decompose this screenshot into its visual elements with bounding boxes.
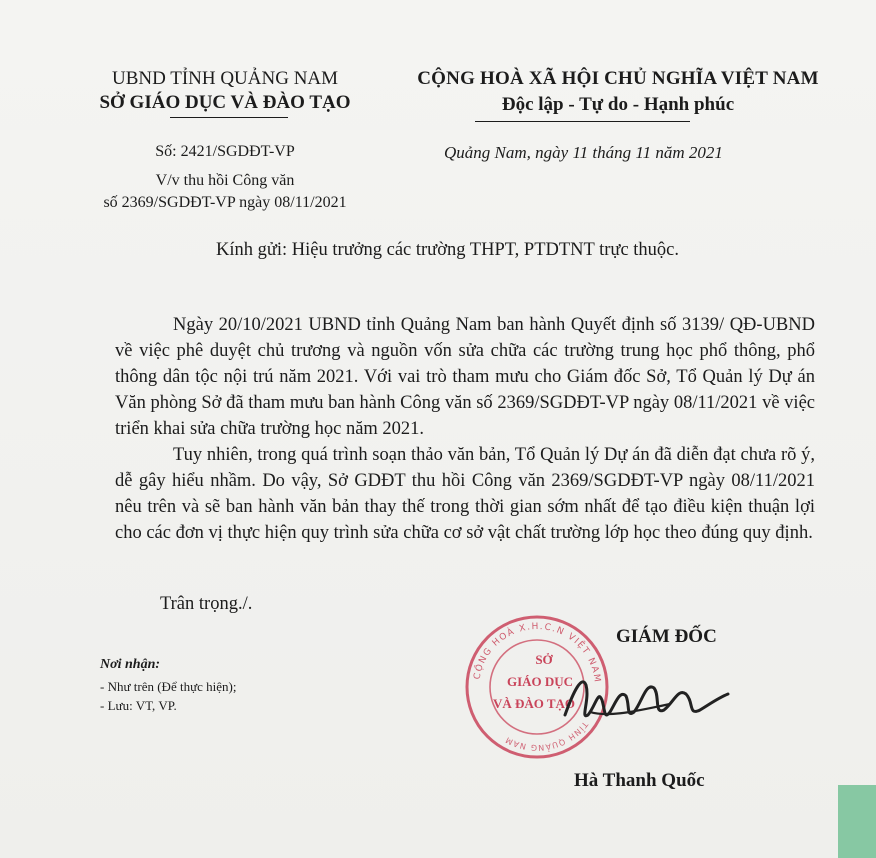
motto: Độc lập - Tự do - Hạnh phúc (501, 94, 735, 115)
seal-bottom-text: TỈNH QUẢNG NAM (503, 719, 590, 753)
department-underline (170, 117, 288, 118)
agency-name: UBND TỈNH QUẢNG NAM (111, 68, 339, 89)
subject-line-2: số 2369/SGDĐT-VP ngày 08/11/2021 (103, 194, 347, 211)
document-number: Số: 2421/SGDĐT-VP (155, 143, 295, 160)
signer-title: GIÁM ĐỐC (616, 626, 717, 647)
signature-scribble (560, 660, 735, 735)
paragraph-2: Tuy nhiên, trong quá trình soạn thảo văn bản, Tổ Quản lý Dự án đã diễn đạt chưa rõ ý, dễ gây hiểu nhầm. Do vậy, Sở GDĐT thu hồi Công văn 2369/SGDĐT-VP ngày 08/11/2021 nêu trên và sẽ ban hành văn bản thay thế trong thời gian sớm nhất để tạo điều kiện thuận lợi cho các đơn vị thực hiện quy trình sửa chữa cơ sở vật chất trường lớp học theo đúng quy định. (115, 445, 815, 543)
seal-center-2: GIÁO DỤC (506, 674, 574, 689)
department-name: SỞ GIÁO DỤC VÀ ĐÀO TẠO (99, 92, 351, 113)
place-date: Quảng Nam, ngày 11 tháng 11 năm 2021 (444, 143, 723, 162)
seal-center-3: VÀ ĐÀO TẠO (492, 696, 576, 711)
seal-ring-text: CỘNG HOÀ X.H.C.N VIỆT NAM (472, 621, 603, 684)
recipients-title: Nơi nhận: (100, 657, 161, 672)
country-name: CỘNG HOÀ XÃ HỘI CHỦ NGHĨA VIỆT NAM (417, 68, 819, 89)
recipient-line: Kính gửi: Hiệu trưởng các trường THPT, PTDTNT trực thuộc. (216, 240, 680, 260)
signer-name: Hà Thanh Quốc (574, 770, 705, 791)
subject-line-1: V/v thu hồi Công văn (155, 172, 295, 189)
overlay-tab (838, 785, 876, 858)
paragraph-1: Ngày 20/10/2021 UBND tỉnh Quảng Nam ban hành Quyết định số 3139/ QĐ-UBND về việc phê duyệt chủ trương và nguồn vốn sửa chữa các trường trung học phổ thông, phổ thông dân tộc nội trú năm 2021. Với vai trò tham mưu cho Giám đốc Sở, Tổ Quản lý Dự án Văn phòng Sở đã tham mưu ban hành Công văn số 2369/SGDĐT-VP ngày 08/11/2021 về việc triển khai sửa chữa trường học năm 2021. (115, 315, 815, 439)
recipients-item: - Lưu: VT, VP. (100, 698, 177, 713)
closing: Trân trọng./. (160, 594, 253, 614)
motto-underline (475, 121, 690, 122)
body-text (115, 312, 815, 546)
recipients-item: - Như trên (Để thực hiện); (100, 679, 237, 694)
seal-center-1: SỞ (535, 652, 553, 667)
